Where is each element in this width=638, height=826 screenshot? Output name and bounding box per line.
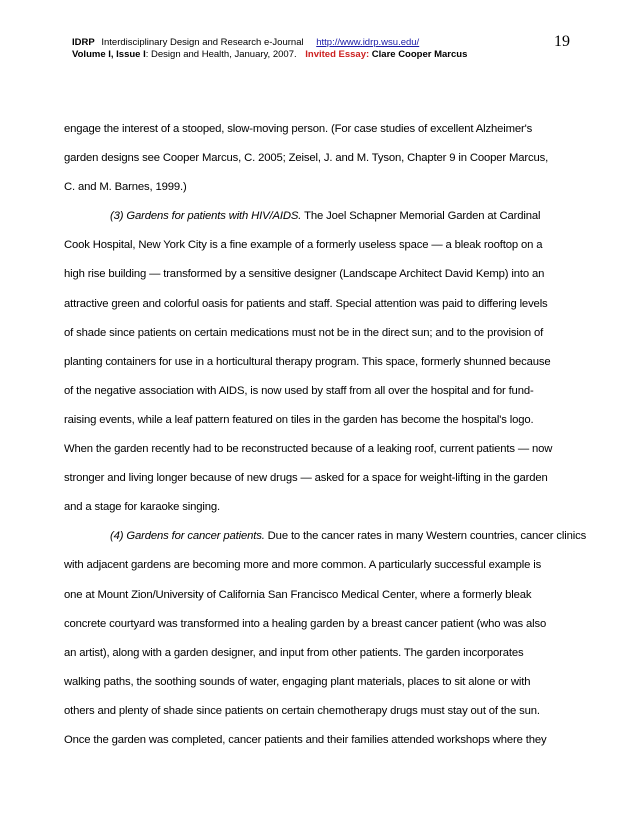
text-line: concrete courtyard was transformed into a healing garden by a breast cancer patient (who was also <box>64 617 547 630</box>
header-line-2 <box>72 49 572 61</box>
text-line: stronger and living longer because of new drugs — asked for a space for weight-lifting in the garden <box>64 472 548 485</box>
journal-url-link[interactable]: http://www.idrp.wsu.edu/ <box>316 37 420 48</box>
page-number: 19 <box>554 33 570 50</box>
journal-abbreviation: IDRP <box>72 37 95 48</box>
text-line: raising events, while a leaf pattern featured on tiles in the garden has become the hospital's logo. <box>64 413 534 426</box>
issue-description: : Design and Health, January, 2007. <box>145 49 297 60</box>
text-line: attractive green and colorful oasis for patients and staff. Special attention was paid to differing levels <box>64 297 548 310</box>
invited-essay-label: Invited Essay: <box>305 49 370 60</box>
text-line: of shade since patients on certain medications must not be in the direct sun; and to the provision of <box>64 326 544 339</box>
journal-name: Interdisciplinary Design and Research e-Journal <box>101 37 304 48</box>
header-line-1 <box>72 37 572 49</box>
text-line: with adjacent gardens are becoming more and more common. A particularly successful example is <box>64 559 542 572</box>
text-line: planting containers for use in a horticultural therapy program. This space, formerly shunned because <box>64 355 551 368</box>
text-line <box>64 202 579 231</box>
text-line: C. and M. Barnes, 1999.) <box>64 181 187 194</box>
issue-label: Volume I, Issue I <box>72 49 146 60</box>
author-name: Clare Cooper Marcus <box>371 49 468 60</box>
text-line: of the negative association with AIDS, is now used by staff from all over the hospital and for fund- <box>64 384 534 397</box>
section-heading-cancer: (4) Gardens for cancer patients. <box>110 530 265 543</box>
text-run: The Joel Schapner Memorial Garden at Cardinal <box>301 210 541 223</box>
running-header <box>72 37 572 61</box>
text-line: walking paths, the soothing sounds of water, engaging plant materials, places to sit alone or with <box>64 675 531 688</box>
text-line: others and plenty of shade since patients on certain chemotherapy drugs must stay out of the sun. <box>64 704 540 717</box>
section-heading-hiv-aids: (3) Gardens for patients with HIV/AIDS. <box>110 210 302 223</box>
text-line: one at Mount Zion/University of California San Francisco Medical Center, where a formerly bleak <box>64 588 532 601</box>
paragraph-hiv-aids-gardens <box>64 202 579 522</box>
text-line: engage the interest of a stooped, slow-moving person. (For case studies of excellent Alzheimer's <box>64 123 533 135</box>
body-text <box>64 115 587 755</box>
text-line: an artist), along with a garden designer, and input from other patients. The garden incorporates <box>64 646 524 659</box>
text-line <box>64 522 587 551</box>
text-line: When the garden recently had to be reconstructed because of a leaking roof, current patients — now <box>64 443 553 456</box>
paragraph-cancer-gardens <box>64 522 587 755</box>
text-line: Cook Hospital, New York City is a fine example of a formerly useless space — a bleak rooftop on a <box>64 239 543 252</box>
text-line: high rise building — transformed by a sensitive designer (Landscape Architect David Kemp) into an <box>64 268 545 281</box>
text-line: and a stage for karaoke singing. <box>64 501 220 514</box>
paragraph-1 <box>64 115 579 202</box>
text-line: Once the garden was completed, cancer patients and their families attended workshops where they <box>64 733 547 746</box>
text-run: Due to the cancer rates in many Western countries, cancer clinics <box>264 530 587 543</box>
text-line: garden designs see Cooper Marcus, C. 2005; Zeisel, J. and M. Tyson, Chapter 9 in Cooper Marcus, <box>64 152 549 165</box>
